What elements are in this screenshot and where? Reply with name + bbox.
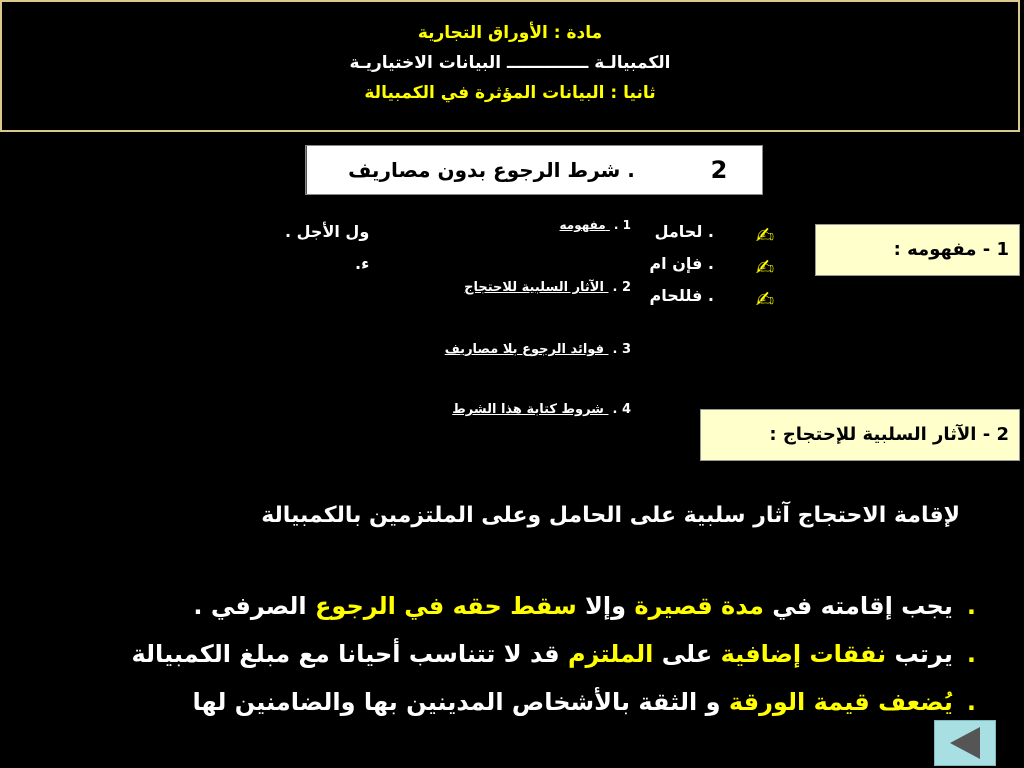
back-button[interactable] (934, 720, 996, 766)
effects-label: 2 - الآثار السلبية للإحتجاج : (700, 409, 1020, 461)
menu-link-benefits[interactable] (445, 342, 631, 357)
bullet-dot: . (966, 640, 976, 668)
bullet-text: يجب إقامته في (763, 592, 953, 620)
subsection-title: ثانيا : البيانات المؤثرة في الكمبيالة (364, 83, 656, 103)
menu-label: الآثار السلبية للاحتجاج (464, 280, 604, 295)
fragment-text: . فإن ام (649, 254, 714, 273)
menu-number: 4 . (612, 402, 631, 417)
menu-number: 2 . (612, 280, 631, 295)
concept-label: 1 - مفهومه : (815, 224, 1020, 276)
slide-header (0, 0, 1020, 132)
highlight-text: يُضعف قيمة الورقة (728, 688, 953, 716)
bullet-item (36, 592, 976, 620)
bullet-text: قد لا تتناسب أحيانا مع مبلغ الكمبيالة (131, 640, 568, 668)
topic-title: . شرط الرجوع بدون مصاريف (306, 146, 676, 194)
topic-box (305, 145, 763, 195)
menu-label: شروط كتابة هذا الشرط (452, 402, 604, 417)
bullet-item (36, 640, 976, 668)
fragment-text: . لحامل (654, 222, 714, 241)
fragment-text: ول الأجل . (285, 222, 370, 241)
menu-link-concept[interactable] (559, 218, 631, 232)
menu-number: 1 . (613, 218, 631, 232)
fragment-text: . فللحام (649, 286, 714, 305)
highlight-text: سقط حقه في الرجوع (315, 592, 577, 620)
bullet-text: الصرفي . (193, 592, 315, 620)
topic-number: 2 (710, 156, 728, 184)
menu-label: فوائد الرجوع بلا مصاريف (444, 342, 604, 357)
back-arrow-icon (950, 727, 980, 759)
section-title: الكمبيالـة ــــــــــــــ البيانات الاختياريـة (349, 53, 671, 73)
subject-title: مادة : الأوراق التجارية (417, 23, 603, 43)
highlight-text: مدة قصيرة (634, 592, 764, 620)
intro-text: لإقامة الاحتجاج آثار سلبية على الحامل وعلى الملتزمين بالكمبيالة (261, 503, 960, 528)
bullet-text: يرتب (886, 640, 953, 668)
highlight-text: نفقات إضافية (720, 640, 887, 668)
menu-link-conditions[interactable] (452, 402, 631, 417)
bullet-dot: . (966, 688, 976, 716)
fragment-text: ء. (355, 254, 370, 273)
menu-label: مفهومه (559, 218, 606, 232)
menu-link-negative-effects[interactable] (464, 280, 631, 295)
check-icon: ✍ (755, 256, 775, 281)
bullet-text: على (653, 640, 721, 668)
highlight-text: الملتزم (567, 640, 654, 668)
bullet-dot: . (966, 592, 976, 620)
menu-number: 3 . (612, 342, 631, 357)
check-icon: ✍ (755, 288, 775, 313)
bullet-item (36, 688, 976, 716)
check-icon: ✍ (755, 224, 775, 249)
bullet-text: و الثقة بالأشخاص المدينين بها والضامنين لها (192, 688, 729, 716)
bullet-text: وإلا (576, 592, 635, 620)
